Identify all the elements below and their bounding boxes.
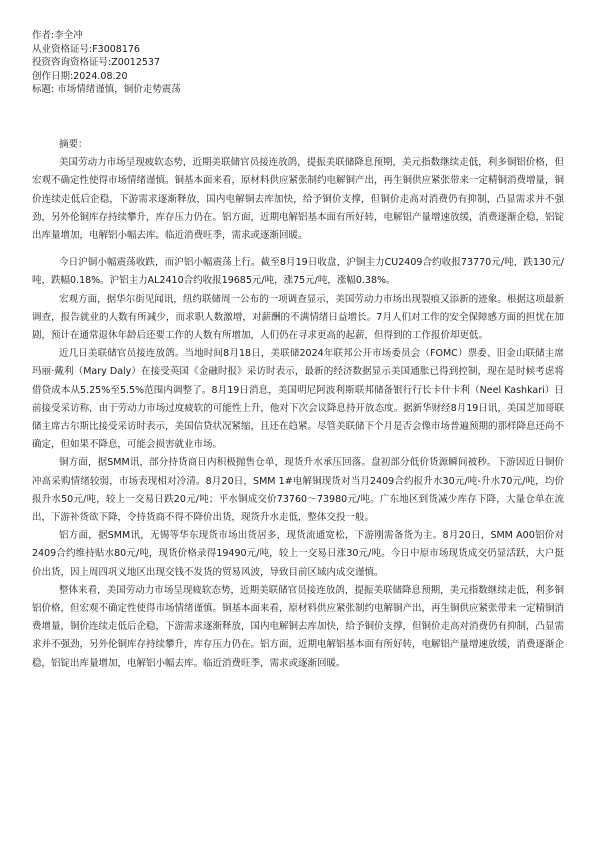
abstract-label: 摘要： xyxy=(59,139,88,150)
market-close-paragraph: 今日沪铜小幅震荡收跌，而沪铝小幅震荡上行。截至8月19日收盘，沪铜主力CU2409合约收报73770元/吨，跌130元/吨，跌幅0.18%。沪铝主力AL2410合约收报19685元/吨，涨75元/吨，涨幅0.38%。 xyxy=(32,257,564,287)
title-line: 标题: 市场情绪谨慎，铜价走势震荡 xyxy=(32,84,181,96)
author-line: 作者:李全冲 xyxy=(32,30,83,41)
fed-officials-paragraph: 近几日美联储官员接连放鸽。当地时间8月18日，美联储2024年联邦公开市场委员会（FOMC）票委、旧金山联储主席玛丽·戴利（Mary Daly）在接受英国《金融时报》采访时表示，最新的经济数据显示美国通胀已得到控制，现在是时候考虑将借贷成本从5.25%至5.5%范围内调整了。8月19日消息，美国明尼阿波利斯联邦储备银行行长卡什卡利（Neel Kashkari）日前接受采访称，由于劳动力市场过度疲软的可能性上升，他对下次会议降息持开放态度。据新华财经8月19日讯，美国芝加哥联储主席古尔斯比接受采访时表示，美国信贷状况紧缩，且还在趋紧。尽管美联储下个月是否会像市场普遍预期的那样降息还尚不确定，但如果不降息，可能会损害就业市场。 xyxy=(32,348,565,451)
conclusion-paragraph: 整体来看，美国劳动力市场呈现疲软态势，近期美联储官员接连放鸽，提振美联储降息预期，美元指数继续走低，利多铜铝价格，但宏观不确定性使得市场情绪谨慎。铜基本面来看，原材料供应紧张制约电解铜产出，再生铜供应紧张带来一定精铜消费增量，铜价连续走低后企稳，下游需求逐渐释放，国内电解铜去库加快，给予铜价支撑，但铜价走高对消费仍有抑制，凸显需求并不强劲，另外伦铜库存持续攀升，库存压力仍在。铝方面，近期电解铝基本面有所好转，电解铝产量增速放缓，消费逐渐企稳，铝锭出库量增加，电解铝小幅去库。临近消费旺季，需求或逐渐回暖。 xyxy=(32,584,565,669)
investment-certificate-line: 投资咨询资格证号:Z0012537 xyxy=(32,57,161,69)
document-body xyxy=(32,136,564,673)
macro-paragraph: 宏观方面，据华尔街见闻讯，纽约联储周一公布的一项调查显示，美国劳动力市场出现裂痕又添新的迹象。根据这项最新调查，报告就业的人数有所减少，而求职人数激增，对薪酬的不满情绪日益增长。7月人们对工作的安全保障感方面的担忧在加剧，预计在通常退休年龄后还要工作的人数有所增加，人们仍在寻求更高的起薪，但得到的工作报价却更低。 xyxy=(32,293,564,342)
document-header xyxy=(32,29,181,97)
copper-paragraph: 铜方面，据SMM讯，部分持货商日内积极抛售仓单，现货升水承压回落。盘初部分低价货源瞬间被秒。下游因近日铜价冲高采购情绪较弱，市场表现相对冷清。8月20日，SMM 1#电解铜现货对当月2409合约报升水30元/吨-升水70元/吨，均价报升水50元/吨，较上一交易日跌20元/吨；平水铜成交价73760～73980元/吨。广东地区到货减少库存下降，大量仓单在流出，下游补货欲下降，令持货商不得不降价出货，现货升水走低，整体交投一般。 xyxy=(32,457,564,524)
paragraph-gap xyxy=(32,245,564,254)
summary-paragraph: 美国劳动力市场呈现疲软态势，近期美联储官员接连放鸽，提振美联储降息预期，美元指数继续走低，利多铜铝价格，但宏观不确定性使得市场情绪谨慎。铜基本面来看，原材料供应紧张制约电解铜产出，再生铜供应紧张带来一定精铜消费增量，铜价连续走低后企稳，下游需求逐渐释放，国内电解铜去库加快，给予铜价支撑，但铜价走高对消费仍有抑制，凸显需求并不强劲，另外伦铜库存持续攀升，库存压力仍在。铝方面，近期电解铝基本面有所好转，电解铝产量增速放缓，消费逐渐企稳，铝锭出库量增加，电解铝小幅去库。临近消费旺季，需求或逐渐回暖。 xyxy=(32,157,565,242)
certificate-line: 从业资格证号:F3008176 xyxy=(32,43,140,55)
aluminum-paragraph: 铝方面，据SMM讯，无锡等华东现货市场出货居多，现货流通宽松，下游刚需备货为主。8月20日，SMM A00铝价对2409合约维持贴水80元/吨，现货价格录得19490元/吨，较上一交易日涨30元/吨。今日中原市场现货成交仍显活跃，大户挺价出货，因上周四巩义地区出现交钱不发货的贸易风波，导致目前区域内成交谨慎。 xyxy=(32,530,564,578)
creation-date-line: 创作日期:2024.08.20 xyxy=(32,70,128,82)
